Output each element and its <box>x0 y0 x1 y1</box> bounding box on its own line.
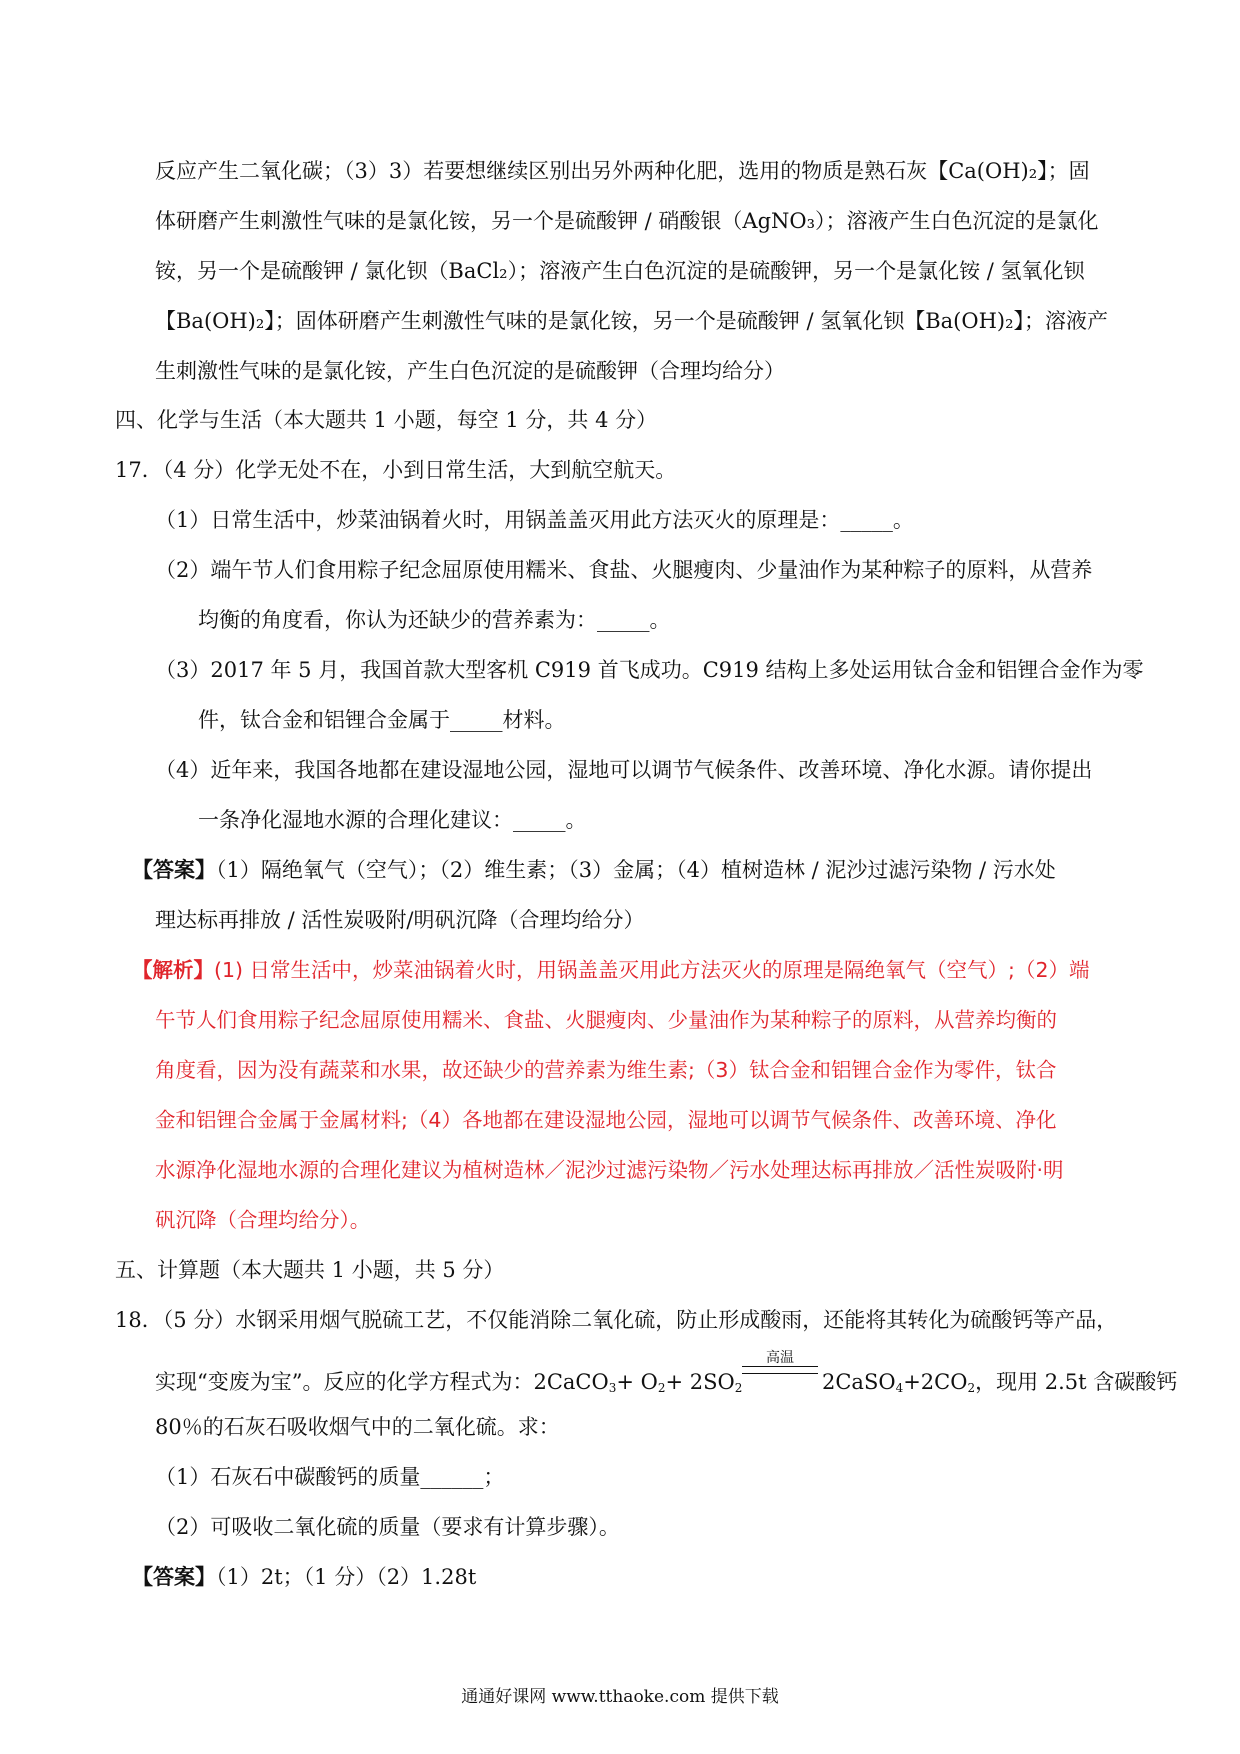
q18-equation-line-left: 实现“变废为宝”。反应的化学方程式为：2CaCO$_3$+ $O_2+ 2SO_2$ <box>155 1370 743 1395</box>
analysis-tag: 【解析】 <box>132 958 214 982</box>
q17-part-1: （1）日常生活中，炒菜油锅着火时，用锅盖盖灭用此方法灭火的原理是：_____。 <box>155 508 914 532</box>
reaction-condition: 高温 <box>766 1350 794 1366</box>
q18-answer <box>132 1562 476 1592</box>
answer-continuation-line-4: 【Ba(OH)₂】；固体研磨产生刺激性气味的是氯化铵，另一个是硫酸钾 / 氢氧化钡【Ba(OH)₂】；溶液产 <box>155 309 1108 333</box>
q17-analysis-text: (1) 日常生活中，炒菜油锅着火时，用锅盖盖灭用此方法灭火的原理是隔绝氧气（空气）;（2）端 <box>214 958 1090 982</box>
q17-answer-text: （1）隔绝氧气（空气）；（2）维生素；（3）金属；（4）植树造林 / 泥沙过滤污染物 / 污水处 <box>216 858 1056 882</box>
section-5-title: 五、计算题（本大题共 1 小题，共 5 分） <box>115 1258 505 1282</box>
page-footer: 通通好课网 www.tthaoke.com 提供下载 <box>461 1687 779 1707</box>
q17-answer-line-1 <box>132 855 1056 885</box>
q17-stem: 17．（4 分）化学无处不在，小到日常生活，大到航空航天。 <box>115 458 677 482</box>
q17-analysis-line-4: 金和铝锂合金属于金属材料;（4）各地都在建设湿地公园，湿地可以调节气候条件、改善环境、净化 <box>155 1108 1057 1132</box>
section-4-title: 四、化学与生活（本大题共 1 小题，每空 1 分，共 4 分） <box>115 408 658 432</box>
answer-tag: 【答案】 <box>132 1564 216 1589</box>
q18-part-2: （2）可吸收二氧化硫的质量（要求有计算步骤）。 <box>155 1515 620 1539</box>
q17-part-3-line-2: 件，钛合金和铝锂合金属于_____材料。 <box>198 708 566 732</box>
q17-analysis-line-1 <box>132 955 1090 985</box>
q18-part-1: （1）石灰石中碳酸钙的质量______； <box>155 1465 505 1489</box>
equation-equals-sign <box>742 1366 818 1374</box>
answer-continuation-line-5: 生刺激性气味的是氯化铵，产生白色沉淀的是硫酸钾（合理均给分） <box>155 359 785 383</box>
answer-continuation-line-2: 体研磨产生刺激性气味的是氯化铵，另一个是硫酸钾 / 硝酸银（AgNO₃）；溶液产生白色沉淀的是氯化 <box>155 209 1099 233</box>
q17-part-2-line-2: 均衡的角度看，你认为还缺少的营养素为：_____。 <box>198 608 671 632</box>
q18-stem: 18．（5 分）水钢采用烟气脱硫工艺，不仅能消除二氧化硫，防止形成酸雨，还能将其转化为硫酸钙等产品， <box>115 1308 1118 1332</box>
q18-line-3: 80％的石灰石吸收烟气中的二氧化硫。求： <box>155 1415 560 1439</box>
q17-analysis-line-5: 水源净化湿地水源的合理化建议为植树造林／泥沙过滤污染物／污水处理达标再排放／活性炭吸附·明 <box>155 1158 1064 1182</box>
q18-answer-text: （1）2t；（1 分）（2）1.28t <box>216 1565 477 1589</box>
q17-part-2-line-1: （2）端午节人们食用粽子纪念屈原使用糯米、食盐、火腿瘦肉、少量油作为某种粽子的原料，从营养 <box>155 558 1093 582</box>
answer-continuation-line-1: 反应产生二氧化碳；（3）3）若要想继续区别出另外两种化肥，选用的物质是熟石灰【Ca(OH)₂】；固 <box>155 159 1090 183</box>
q17-part-4-line-2: 一条净化湿地水源的合理化建议：_____。 <box>198 808 587 832</box>
q17-answer-line-2: 理达标再排放 / 活性炭吸附/明矾沉降（合理均给分） <box>155 908 645 932</box>
q17-analysis-line-6: 矾沉降（合理均给分）。 <box>155 1208 371 1232</box>
q17-analysis-line-2: 午节人们食用粽子纪念屈原使用糯米、食盐、火腿瘦肉、少量油作为某种粽子的原料，从营养均衡的 <box>155 1008 1057 1032</box>
q17-part-4-line-1: （4）近年来，我国各地都在建设湿地公园，湿地可以调节气候条件、改善环境、净化水源。请你提出 <box>155 758 1093 782</box>
q17-analysis-line-3: 角度看，因为没有蔬菜和水果，故还缺少的营养素为维生素;（3）钛合金和铝锂合金作为零件，钛合 <box>155 1058 1057 1082</box>
q18-equation-line-right: $2CaSO_4+2CO_2$，现用 2.5t 含碳酸钙 <box>822 1370 1178 1395</box>
q17-part-3-line-1: （3）2017 年 5 月，我国首款大型客机 C919 首飞成功。C919 结构上多处运用钛合金和铝锂合金作为零 <box>155 658 1144 682</box>
answer-continuation-line-3: 铵，另一个是硫酸钾 / 氯化钡（BaCl₂）；溶液产生白色沉淀的是硫酸钾，另一个是氯化铵 / 氢氧化钡 <box>155 259 1085 283</box>
answer-tag: 【答案】 <box>132 857 216 882</box>
